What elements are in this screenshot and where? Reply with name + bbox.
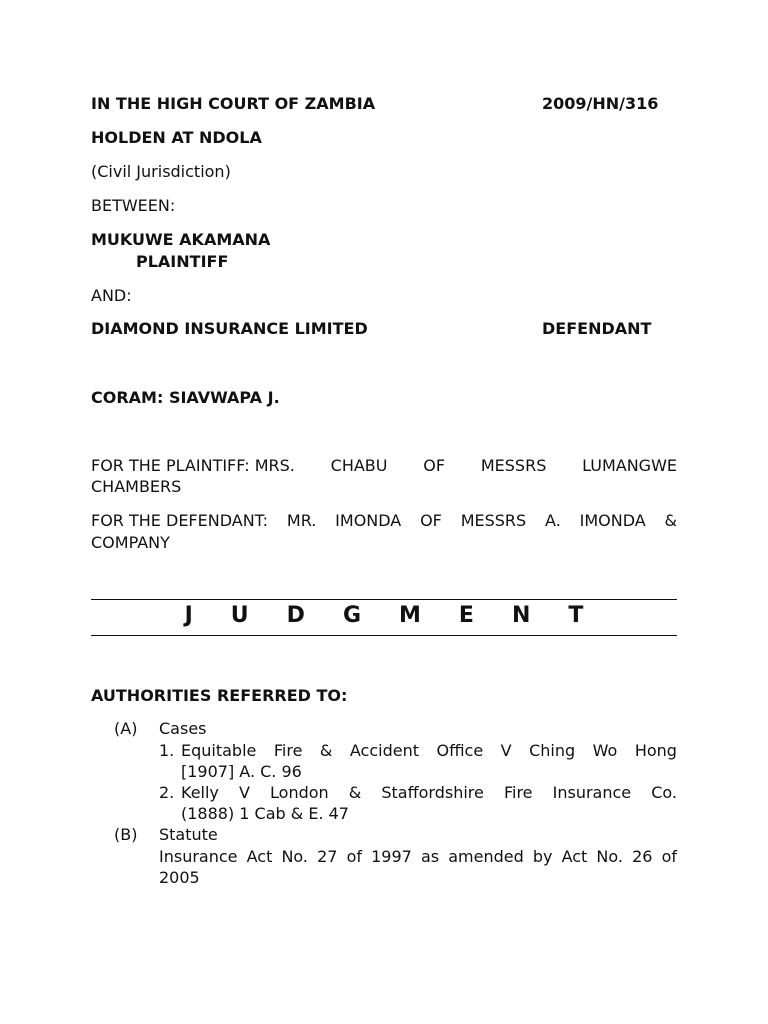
- section-b-marker: (B): [114, 825, 138, 844]
- word: Hong: [634, 741, 677, 760]
- defendant-role: DEFENDANT: [542, 319, 652, 338]
- word: OF: [423, 456, 446, 475]
- defendant-counsel-line: [91, 511, 677, 530]
- word: A.: [545, 511, 561, 530]
- word: CHABU: [330, 456, 388, 475]
- word: &: [348, 783, 362, 802]
- word: 27: [317, 847, 338, 866]
- word: FOR THE DEFENDANT:: [91, 511, 269, 530]
- defendant-name: DIAMOND INSURANCE LIMITED: [91, 319, 368, 338]
- case-1-line: [181, 741, 677, 760]
- jurisdiction: (Civil Jurisdiction): [91, 162, 231, 181]
- word: by: [532, 847, 553, 866]
- word: 1997: [371, 847, 412, 866]
- plaintiff-counsel-line: [91, 456, 677, 475]
- word: Co.: [651, 783, 677, 802]
- section-b-label: Statute: [159, 825, 218, 844]
- word: IMONDA: [579, 511, 646, 530]
- plaintiff-role: PLAINTIFF: [136, 252, 229, 271]
- word: IMONDA: [335, 511, 402, 530]
- statute-year: 2005: [159, 868, 200, 887]
- word: &: [319, 741, 333, 760]
- plaintiff-name: MUKUWE AKAMANA: [91, 230, 271, 249]
- judgment-title: [91, 603, 677, 628]
- judgment-letter: G: [342, 603, 361, 628]
- word: London: [270, 783, 329, 802]
- section-a-label: Cases: [159, 719, 207, 738]
- statute-line: [159, 847, 677, 866]
- section-a-marker: (A): [114, 719, 138, 738]
- word: MESSRS: [480, 456, 547, 475]
- word: FOR THE PLAINTIFF: MRS.: [91, 456, 295, 475]
- word: as: [420, 847, 440, 866]
- word: OF: [420, 511, 442, 530]
- word: Fire: [273, 741, 303, 760]
- word: Act: [246, 847, 273, 866]
- case-2-citation: (1888) 1 Cab & E. 47: [181, 804, 349, 823]
- judgment-letter: J: [184, 603, 193, 628]
- judgment-letter: U: [230, 603, 249, 628]
- word: &: [664, 511, 677, 530]
- coram: CORAM: SIAVWAPA J.: [91, 388, 280, 407]
- word: Wo: [592, 741, 618, 760]
- judgment-letter: M: [399, 603, 421, 628]
- judgment-letter: D: [286, 603, 305, 628]
- judgment-letter: E: [458, 603, 474, 628]
- word: of: [346, 847, 363, 866]
- word: Equitable: [181, 741, 257, 760]
- case-1-number: 1.: [159, 741, 175, 760]
- judgment-letter: N: [511, 603, 531, 628]
- authorities-heading: AUTHORITIES REFERRED TO:: [91, 686, 348, 705]
- word: MR.: [286, 511, 317, 530]
- word: Insurance: [552, 783, 632, 802]
- word: of: [661, 847, 677, 866]
- word: Ching: [529, 741, 576, 760]
- holden-at: HOLDEN AT NDOLA: [91, 128, 262, 147]
- case-number: 2009/HN/316: [542, 94, 659, 113]
- word: Insurance: [159, 847, 238, 866]
- case-2-number: 2.: [159, 783, 175, 802]
- case-2-line: [181, 783, 677, 802]
- word: No.: [281, 847, 309, 866]
- word: Kelly: [181, 783, 219, 802]
- word: Accident: [349, 741, 419, 760]
- and-label: AND:: [91, 286, 132, 305]
- word: 26: [632, 847, 653, 866]
- judgment-letter: T: [568, 603, 584, 628]
- court-title: IN THE HIGH COURT OF ZAMBIA: [91, 94, 376, 113]
- plaintiff-counsel-line2: CHAMBERS: [91, 477, 182, 496]
- word: Staffordshire: [381, 783, 484, 802]
- case-1-citation: [1907] A. C. 96: [181, 762, 302, 781]
- word: V: [500, 741, 512, 760]
- word: amended: [448, 847, 524, 866]
- word: Fire: [503, 783, 533, 802]
- between-label: BETWEEN:: [91, 196, 176, 215]
- bottom-rule: [91, 635, 677, 636]
- word: MESSRS: [460, 511, 527, 530]
- word: Office: [436, 741, 484, 760]
- word: LUMANGWE: [582, 456, 677, 475]
- top-rule: [91, 599, 677, 600]
- defendant-counsel-line2: COMPANY: [91, 533, 170, 552]
- word: No.: [596, 847, 623, 866]
- word: Act: [561, 847, 588, 866]
- word: V: [239, 783, 250, 802]
